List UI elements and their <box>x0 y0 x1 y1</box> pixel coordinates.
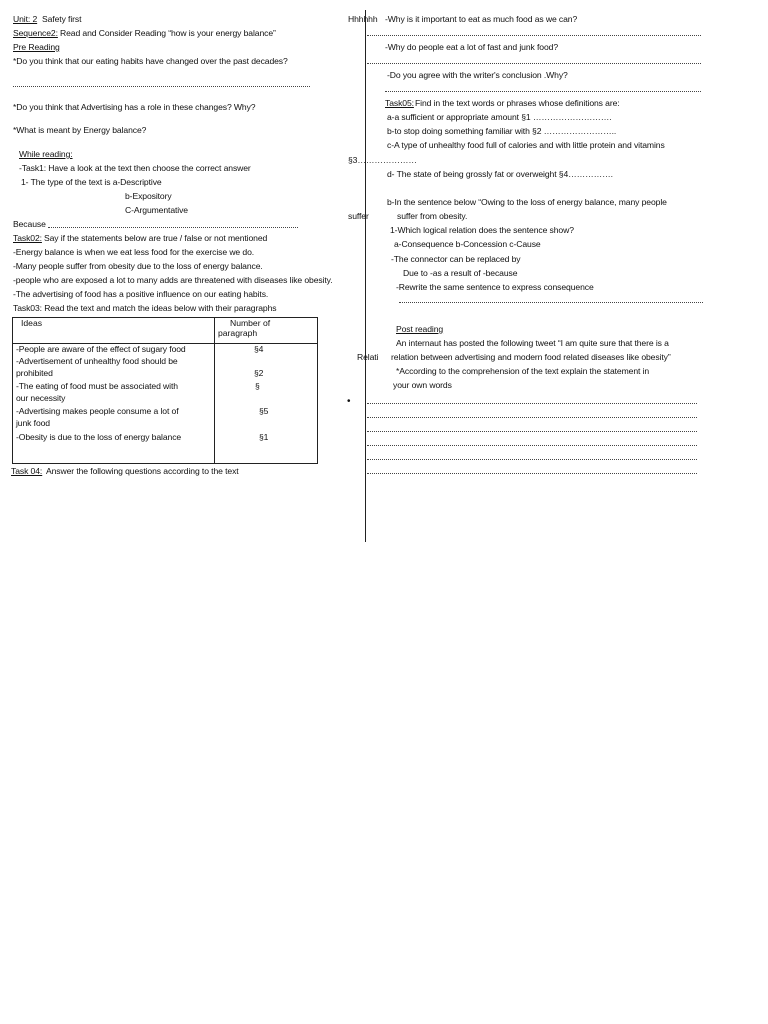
definition-c: c-A type of unhealthy food full of calories and with little protein and vitamins <box>387 140 665 150</box>
definition-c-para: §3………………… <box>348 155 417 165</box>
answer-line <box>367 431 697 432</box>
answer-line <box>367 459 697 460</box>
task05-text: Find in the text words or phrases whose definitions are: <box>415 98 620 108</box>
answer-line <box>367 473 697 474</box>
task1-instruction: -Task1: Have a look at the text then choose the correct answer <box>19 163 251 173</box>
table-header-number: Number of paragraph <box>215 318 318 344</box>
answer-line <box>367 445 697 446</box>
statement-4: -The advertising of food has a positive influence on our eating habits. <box>13 289 269 299</box>
task04-label: Task 04: <box>11 466 43 476</box>
task1-option-c: C-Argumentative <box>125 205 188 215</box>
right-question-2: -Why do people eat a lot of fast and junk food? <box>385 42 559 52</box>
unit-title: Safety first <box>42 14 82 24</box>
statement-3: -people who are exposed a lot to many adds are threatened with diseases like obesity. <box>13 275 333 285</box>
task02-text: Say if the statements below are true / false or not mentioned <box>44 233 268 243</box>
sequence-text: Read and Consider Reading “how is your energy balance” <box>60 28 276 38</box>
pre-reading-q1: *Do you think that our eating habits have changed over the past decades? <box>13 56 288 66</box>
answer-line <box>13 86 310 87</box>
logical-relation-options: a-Consequence b-Concession c-Cause <box>394 239 541 249</box>
connector-options: Due to -as a result of -because <box>403 268 518 278</box>
rewrite-instruction: -Rewrite the same sentence to express consequence <box>396 282 594 292</box>
task02-label: Task02: <box>13 233 42 243</box>
post-reading-line-3: *According to the comprehension of the text explain the statement in <box>396 366 650 376</box>
definition-b: b-to stop doing something familiar with §2 …………………….. <box>387 126 617 136</box>
pre-reading-q3: *What is meant by Energy balance? <box>13 125 147 135</box>
task05-label: Task05: <box>385 98 414 108</box>
pre-reading-q2: *Do you think that Advertising has a role in these changes? Why? <box>13 102 256 112</box>
task1-question: 1- The type of the text is a-Descriptive <box>21 177 162 187</box>
task03-instruction: Task03: Read the text and match the ideas below with their paragraphs <box>13 303 277 313</box>
table-row <box>13 344 318 464</box>
b-sentence-end: suffer from obesity. <box>397 211 468 221</box>
answer-line <box>367 403 697 404</box>
answer-line <box>367 35 701 36</box>
right-question-1: -Why is it important to eat as much food as we can? <box>385 14 578 24</box>
answer-line <box>399 302 703 303</box>
post-reading-line-4: your own words <box>393 380 452 390</box>
statement-1: -Energy balance is when we eat less food for the exercise we do. <box>13 247 255 257</box>
answer-line <box>385 91 701 92</box>
b-sentence: b-In the sentence below “Owing to the loss of energy balance, many people <box>387 197 667 207</box>
connector-question: -The connector can be replaced by <box>391 254 521 264</box>
ideas-cell: -People are aware of the effect of sugary food -Advertisement of unhealthy food should be prohibited -The eating of food must be associated with our necessity -Advertising makes people consume a lot of junk food -Obesity is due to the loss of energy balance <box>13 344 215 464</box>
numbers-cell: §4 §2 § §5 §1 <box>215 344 318 464</box>
because-answer-line <box>48 227 298 228</box>
answer-line <box>367 417 697 418</box>
pre-reading-heading: Pre Reading <box>13 42 60 52</box>
bullet: • <box>347 396 351 407</box>
logical-relation-question: 1-Which logical relation does the sentence show? <box>390 225 574 235</box>
hh-text: Hhhhhh <box>348 14 378 24</box>
sequence-label: Sequence2: <box>13 28 58 38</box>
definition-d: d- The state of being grossly fat or overweight §4……………. <box>387 169 613 179</box>
post-reading-heading: Post reading <box>396 324 444 334</box>
post-reading-line-1: An internaut has posted the following tweet “I am quite sure that there is a <box>396 338 669 348</box>
suffer-prefix: suffer <box>348 211 369 221</box>
because-label: Because <box>13 219 46 229</box>
task1-option-b: b-Expository <box>125 191 172 201</box>
table-header-ideas: Ideas <box>13 318 215 344</box>
answer-line <box>367 63 701 64</box>
right-question-3: -Do you agree with the writer's conclusion .Why? <box>387 70 568 80</box>
unit-label: Unit: 2 <box>13 14 38 24</box>
statement-2: -Many people suffer from obesity due to the loss of energy balance. <box>13 261 263 271</box>
relati-fragment: Relati <box>357 352 379 362</box>
definition-a: a-a sufficient or appropriate amount §1 ………………………. <box>387 112 612 122</box>
while-reading-heading: While reading: <box>19 149 73 159</box>
column-divider <box>365 10 366 542</box>
table-header-row <box>13 318 318 344</box>
task04-text: Answer the following questions according to the text <box>46 466 239 476</box>
post-reading-line-2: relation between advertising and modern food related diseases like obesity” <box>391 352 671 362</box>
ideas-table <box>12 317 318 464</box>
